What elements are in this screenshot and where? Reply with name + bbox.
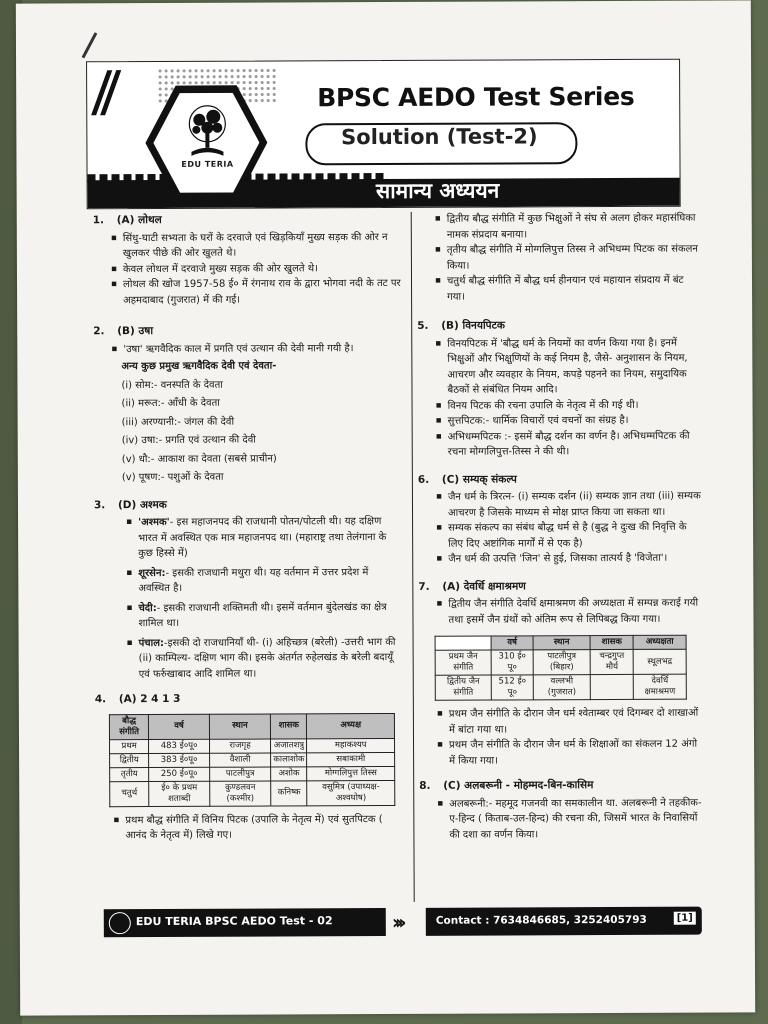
header-stripes xyxy=(99,70,121,115)
list-item: ▪ जैन धर्म की उत्पत्ति 'जिन' से हुई, जिसका तात्पर्य है 'विजेता'। xyxy=(448,551,704,568)
table-cell: 310 ई० पू० xyxy=(491,650,533,675)
question-2-notes xyxy=(93,340,401,357)
subject-title: सामान्य अध्ययन xyxy=(375,178,500,204)
list-item: ▪ अभिधम्मपिटक :- इसमें बौद्ध दर्शन का वर्णन है। अभिधम्मपिटक की रचना मोग्गलिपुत्त-तिस्स ने की थी। xyxy=(448,428,704,460)
tree-logo-icon xyxy=(177,102,237,162)
footer-test-name: EDU TERIA BPSC AEDO Test - 02 xyxy=(135,914,333,929)
list-item: (ii) मरूत:- आँधी के देवता xyxy=(121,397,220,410)
table-row xyxy=(435,674,686,700)
table-cell: अध्यक्षता xyxy=(633,635,686,649)
table-cell: राजगृह xyxy=(209,739,270,753)
table-header-row xyxy=(435,635,686,650)
table-cell: द्वितीय xyxy=(110,753,149,767)
table-row xyxy=(110,766,395,781)
table-cell: देवर्धि क्षमाश्रमण xyxy=(633,674,686,699)
table-cell: प्रथम जैन संगीति xyxy=(435,650,491,675)
table-cell: 383 ई०पू० xyxy=(149,753,210,767)
list-item: ▪ 'अश्मक'- इस महाजनपद की राजधानी पोतन/पोटली थी। यह दक्षिण भारत में अवस्थित एक मात्र महाजनपद था। (महाराष्ट्र तथा तेलंगाना के कुछ हिस्से में) xyxy=(138,514,402,562)
table-cell: वल्लभी (गुजरात) xyxy=(533,675,590,700)
council-continued-notes xyxy=(417,211,703,305)
question-1-answer: 1. (A) लोथल xyxy=(92,213,162,227)
list-item: ▪ चेदी:- इसकी राजधानी शक्तिमती थी। इसमें वर्तमान बुंदेलखंड का क्षेत्र शामिल था। xyxy=(138,599,402,631)
table-cell: कुण्डलवन (कश्मीर) xyxy=(210,781,271,806)
footer-right-block xyxy=(426,907,702,936)
table-cell: वैशाली xyxy=(209,753,270,767)
table-cell: ई० के प्रथम शताब्दी xyxy=(149,781,210,806)
question-7-extra-notes xyxy=(419,706,705,769)
table-row xyxy=(110,752,395,767)
left-column xyxy=(93,212,404,846)
table-row xyxy=(435,649,686,675)
sub-heading: अन्य कुछ प्रमुख ऋगवैदिक देवी एवं देवता- xyxy=(121,360,277,373)
table-cell xyxy=(590,674,633,699)
list-item: ▪ द्वितीय बौद्ध संगीति में कुछ भिक्षुओं ने संघ से अलग होकर महासंघिका नामक संप्रदाय बनाया। xyxy=(447,211,703,243)
question-6-notes xyxy=(418,489,704,568)
jain-council-table xyxy=(435,635,687,701)
table-cell: मोग्गलिपुत्त तिस्स xyxy=(307,766,395,780)
list-item: ▪ द्वितीय जैन संगीति देवर्धि क्षमाश्रमण की अध्यक्षता में सम्पन्न कराई गयी तथा इसमें जैन ग्रंथों को अंतिम रूप से लिपिबद्ध किया गया। xyxy=(448,596,704,628)
list-item: ▪ लोथल की खोज 1957-58 ई० में रंगनाथ राव के द्वारा भोगवा नदी के तट पर अहमदाबाद (गुजरात) में की गई। xyxy=(123,276,401,308)
question-7-answer: 7. (A) देवर्धि क्षमाश्रमण xyxy=(418,579,526,593)
table-cell: कालाशोक xyxy=(271,752,307,766)
list-item: (i) सोम:- वनस्पति के देवता xyxy=(121,379,223,391)
table-cell: सबाकामी xyxy=(307,752,395,766)
table-cell: वसुमित्र (उपाध्यक्ष- अश्वघोष) xyxy=(307,780,395,805)
table-cell: 483 ई०पू० xyxy=(149,739,210,753)
list-item: ▪ प्रथम जैन संगीति के दौरान जैन धर्म श्वेताम्बर एवं दिगम्बर दो शाखाओं में बांटा गया था। xyxy=(449,706,705,738)
table-cell: स्थान xyxy=(209,714,270,739)
table-cell: द्वितीय जैन संगीति xyxy=(435,675,491,700)
table-cell: 512 ई० पू० xyxy=(491,675,533,700)
logo-text: EDU TERIA xyxy=(181,159,234,169)
table-cell: वर्ष xyxy=(149,714,210,739)
table-cell: शासक xyxy=(590,635,633,649)
list-item: ▪ विनयपिटक में 'बौद्ध धर्म के नियमों का वर्णन किया गया है। इनमें भिक्षुओं और भिक्षुणियों के कई नियम है, जैसे- अनुशासन के नियम, आचरण और व्यवहार के नियम, कपड़े पहनने का नियम, समुदायिक बैठकों से संबंधित नियम आदि। xyxy=(447,335,703,398)
table-row xyxy=(110,780,395,806)
contact-numbers: Contact : 7634846685, 3252405793 xyxy=(435,913,647,927)
footer-left-block xyxy=(104,908,386,937)
chevron-right-icon: ››› xyxy=(391,909,402,934)
question-4-notes xyxy=(95,811,403,843)
list-item: (v) पूषण:- पशुओं के देवता xyxy=(121,471,224,484)
question-5-notes xyxy=(417,335,704,460)
list-item: ▪ जैन धर्म के त्रिरत्न- (i) सम्यक दर्शन (ii) सम्यक ज्ञान तथा (iii) सम्यक आचरण है जिसके माध्यम से मोक्ष प्राप्त किया जा सकता था। xyxy=(448,489,704,521)
page-title: BPSC AEDO Test Series xyxy=(317,81,635,113)
buddhist-council-table xyxy=(109,712,395,806)
table-cell: अशोक xyxy=(271,766,307,780)
page-number: [1] xyxy=(674,912,696,925)
table-cell: अध्यक्ष xyxy=(307,713,395,738)
paper-sheet xyxy=(16,0,755,1015)
table-cell: पाटलीपुत्र (बिहार) xyxy=(533,650,590,675)
question-6-answer: 6. (C) सम्यक् संकल्प xyxy=(417,472,517,486)
list-item: (v) धौ:- आकाश का देवता (सबसे प्राचीन) xyxy=(121,452,277,465)
table-cell: पाटलीपुत्र xyxy=(210,767,271,781)
question-8-answer: 8. (C) अलबरूनी - मोहम्मद-बिन-कासिम xyxy=(419,779,594,792)
list-item: ▪ चतुर्थ बौद्ध संगीति में बौद्ध धर्म हीनयान एवं महायान संप्रदाय में बंट गया। xyxy=(447,273,703,305)
list-item: ▪ केवल लोथल में दरवाजे मुख्य सड़क की ओर खुलते थे। xyxy=(123,260,401,277)
list-item: (iii) अरण्यानी:- जंगल की देवी xyxy=(121,416,235,428)
table-cell: स्थान xyxy=(533,636,590,650)
question-1-notes xyxy=(93,229,401,308)
question-7-notes xyxy=(418,596,704,628)
table-cell: चतुर्थ xyxy=(110,781,149,806)
table-row xyxy=(110,738,395,753)
table-cell: अजातशत्रु xyxy=(271,738,307,752)
list-item: ▪ सम्यक संकल्प का संबंध बौद्ध धर्म से है (बुद्ध ने दुःख की निवृत्ति के लिए दिए अष्टांगिक मार्गों में से एक है) xyxy=(448,520,704,552)
table-cell: शासक xyxy=(271,713,307,738)
header-banner xyxy=(86,59,681,210)
table-cell: कनिष्क xyxy=(271,780,307,805)
question-5-answer: 5. (B) विनयपिटक xyxy=(417,319,506,332)
list-item: ▪ सिंधु-घाटी सभ्यता के घरों के दरवाजे एवं खिड़कियाँ मुख्य सड़क की ओर न खुलकर पीछे की ओर खुलते थे। xyxy=(123,229,401,261)
table-cell: वर्ष xyxy=(491,636,533,650)
table-cell: स्थूलभद्र xyxy=(633,649,686,674)
list-item: (iv) उषा:- प्रगति एवं उत्थान की देवी xyxy=(121,434,256,447)
list-item: ▪ विनय पिटक की रचना उपालि के नेतृत्व में की गई थी। xyxy=(448,397,704,414)
list-item: ▪ तृतीय बौद्ध संगीति में मोग्गलिपुत्त तिस्स ने अभिधम्म पिटक का संकलन किया। xyxy=(447,242,703,274)
table-header-row xyxy=(109,713,394,739)
pen-mark xyxy=(82,32,98,58)
list-item: ▪ प्रथम बौद्ध संगीति में विनिय पिटक (उपालि के नेतृत्व में) एवं सुतपिटक ( आनंद के नेतृत्व में) लिखे गए। xyxy=(125,811,403,843)
list-item: ▪ प्रथम जैन संगीति के दौरान जैन धर्म के शिक्षाओं का संकलन 12 अंगो में किया गया। xyxy=(449,737,705,769)
question-3-answer: 3. (D) अश्मक xyxy=(93,498,167,511)
list-item: ▪ सुत्तपिटक:- धार्मिक विचारों एवं वचनों का संग्रह है। xyxy=(448,413,704,430)
list-item: ▪ 'उषा' ऋगवैदिक काल में प्रगति एवं उत्थान की देवी मानी गयी है। xyxy=(123,340,401,357)
table-cell: तृतीय xyxy=(110,767,149,781)
table-cell: बौद्ध संगीति xyxy=(109,714,148,739)
table-cell: प्रथम xyxy=(110,739,149,753)
tree-logo-icon xyxy=(109,912,131,934)
column-divider xyxy=(411,212,415,902)
deity-list xyxy=(93,376,401,485)
footer-bar xyxy=(104,907,702,938)
question-3-notes xyxy=(94,514,403,682)
right-column xyxy=(417,211,706,845)
table-cell: चन्द्रगुप्त मौर्य xyxy=(590,649,633,674)
question-4-answer: 4. (A) 2 4 1 3 xyxy=(94,692,181,706)
table-cell xyxy=(435,636,491,650)
list-item: ▪ अलबरूनी:- महमूद गजनवी का समकालीन था. अलबरूनी ने तहकीक-ए-हिन्द ( किताब-उल-हिन्द) की रचना की, जिसमें भारत के निवासियों की दशा का वर्णन किया। xyxy=(449,795,705,843)
list-item: ▪ शूरसेन:- इसकी राजधानी मथुरा थी। यह वर्तमान में उत्तर प्रदेश में अवस्थित है। xyxy=(138,564,402,596)
table-cell: महाकश्यप xyxy=(307,738,395,752)
page-subtitle: Solution (Test-2) xyxy=(341,124,538,150)
list-item: ▪ पंचाल:-इसकी दो राजधानियाँ थी- (i) अहिच्छत्र (बरेली) -उत्तरी भाग की (ii) काम्पिल्य- दक्षिण भाग की। इसके अंतर्गत रुहेलखंड के बरेली बदायूँ एवं फर्रुखाबाद आदि शामिल था। xyxy=(139,634,403,682)
table-cell: 250 ई०पू० xyxy=(149,767,210,781)
question-2-answer: 2. (B) उषा xyxy=(93,325,154,338)
question-8-notes xyxy=(419,795,705,843)
